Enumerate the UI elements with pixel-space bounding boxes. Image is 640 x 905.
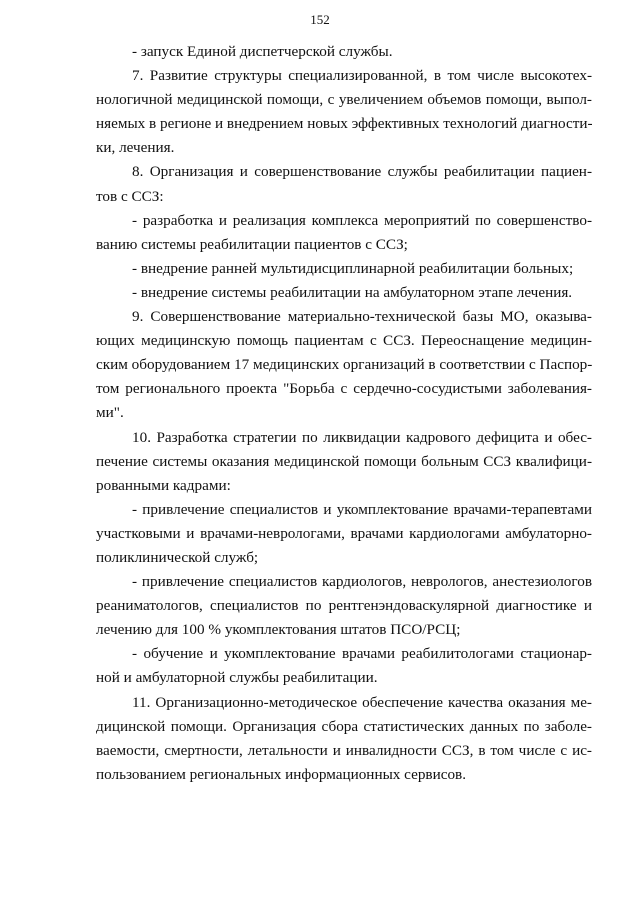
text-line: ским оборудованием 17 медицинских организаций в соответствии с Паспор- — [96, 356, 593, 374]
text-line: - внедрение системы реабилитации на амбулаторном этапе лечения. — [132, 283, 573, 301]
text-line: няемых в регионе и внедрением новых эффективных технологий диагности- — [96, 115, 593, 133]
text-line: - разработка и реализация комплекса мероприятий по совершенство- — [132, 211, 592, 229]
text-line: ми". — [96, 404, 124, 422]
text-line: участковыми и врачами-неврологами, врачами кардиологами амбулаторно- — [96, 524, 592, 542]
text-line: пользованием региональных информационных сервисов. — [96, 765, 467, 783]
text-line: нологичной медицинской помощи, с увеличением объемов помощи, выпол- — [96, 91, 592, 109]
text-line: реаниматологов, специалистов по рентгенэндоваскулярной диагностике и — [96, 597, 592, 615]
text-line: лечению для 100 % укомплектования штатов ПСО/РСЦ; — [96, 621, 461, 639]
text-line: - привлечение специалистов и укомплектование врачами-терапевтами — [132, 500, 592, 518]
text-line: 10. Разработка стратегии по ликвидации кадрового дефицита и обес- — [132, 428, 592, 446]
text-line: - запуск Единой диспетчерской службы. — [132, 43, 393, 60]
text-line: ной и амбулаторной службы реабилитации. — [96, 669, 378, 687]
text-line: поликлинической служб; — [96, 548, 259, 566]
text-line: 11. Организационно-методическое обеспечение качества оказания ме- — [132, 693, 592, 711]
page-number: 152 — [310, 12, 330, 27]
page-body — [96, 40, 592, 787]
text-line: 8. Организация и совершенствование службы реабилитации пациен- — [132, 163, 592, 181]
text-line: ванию системы реабилитации пациентов с ССЗ; — [96, 235, 408, 253]
text-line: 7. Развитие структуры специализированной, в том числе высокотех- — [132, 67, 592, 85]
text-line: 9. Совершенствование материально-технической базы МО, оказыва- — [132, 308, 592, 326]
text-line: дицинской помощи. Организация сбора статистических данных по заболе- — [96, 717, 592, 735]
text-line: - обучение и укомплектование врачами реабилитологами стационар- — [132, 645, 592, 663]
text-line: - внедрение ранней мультидисциплинарной реабилитации больных; — [132, 259, 574, 277]
text-line: том регионального проекта "Борьба с сердечно-сосудистыми заболевания- — [96, 380, 592, 398]
text-line: - привлечение специалистов кардиологов, неврологов, анестезиологов — [132, 573, 592, 591]
text-line: печение системы оказания медицинской помощи больным ССЗ квалифици- — [96, 452, 592, 470]
text-line: ющих медицинскую помощь пациентам с ССЗ. Переоснащение медицин- — [96, 332, 592, 350]
text-line: рованными кадрами: — [96, 476, 231, 494]
text-line: ки, лечения. — [96, 139, 175, 157]
text-line: тов с ССЗ: — [96, 187, 164, 205]
text-line: ваемости, смертности, летальности и инвалидности ССЗ, в том числе с ис- — [96, 741, 592, 759]
